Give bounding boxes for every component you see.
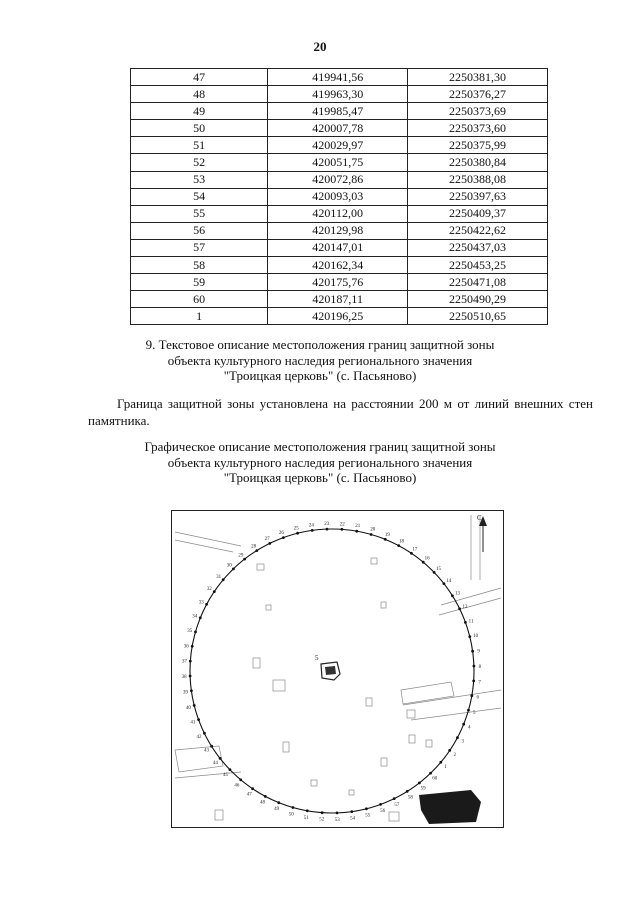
center-point-label: 5	[315, 654, 319, 662]
boundary-vertex-label: 46	[234, 783, 240, 789]
boundary-vertex	[443, 582, 446, 585]
table-row	[131, 257, 548, 274]
boundary-vertex	[243, 558, 246, 561]
boundary-vertex-label: 16	[424, 556, 430, 562]
point-number-cell: 47	[131, 69, 268, 86]
boundary-vertex	[199, 616, 202, 619]
boundary-vertex	[473, 665, 476, 668]
boundary-vertex-label: 49	[274, 807, 280, 813]
boundary-vertex	[210, 745, 213, 748]
boundary-vertex	[393, 797, 396, 800]
boundary-vertex-label: 31	[216, 574, 222, 580]
y-coordinate-cell: 2250388,08	[408, 171, 548, 188]
boundary-vertex	[472, 680, 475, 683]
boundary-vertex-label: 58	[407, 795, 413, 801]
boundary-vertex	[232, 568, 235, 571]
point-number-cell: 59	[131, 274, 268, 291]
y-coordinate-cell: 2250397,63	[408, 188, 548, 205]
boundary-vertex-label: 27	[264, 537, 270, 542]
boundary-vertex	[464, 621, 467, 624]
boundary-vertex	[197, 718, 200, 721]
boundary-vertex	[326, 528, 329, 531]
boundary-vertex-label: 2	[453, 752, 456, 758]
north-label: С	[477, 514, 482, 522]
x-coordinate-cell: 419941,56	[268, 69, 408, 86]
boundary-vertex-label: 47	[246, 792, 252, 798]
graphic-heading-line-3: "Троицкая церковь" (с. Пасьяново)	[223, 470, 417, 486]
boundary-vertex-label: 23	[324, 522, 330, 528]
boundary-vertex	[311, 529, 314, 532]
zone-boundary-map	[171, 510, 504, 828]
boundary-vertex	[365, 807, 368, 810]
y-coordinate-cell: 2250510,65	[408, 308, 548, 325]
boundary-vertex-label: 14	[446, 578, 452, 584]
table-row	[131, 171, 548, 188]
boundary-vertex-label: 29	[238, 553, 244, 559]
paragraph-line-1: Граница защитной зоны установлена на расстоянии 200 м от линий внешних стен	[117, 396, 593, 411]
y-coordinate-cell: 2250381,30	[408, 69, 548, 86]
section-9-heading	[0, 337, 640, 384]
point-number-cell: 53	[131, 171, 268, 188]
x-coordinate-cell: 420051,75	[268, 154, 408, 171]
table-row	[131, 137, 548, 154]
point-number-cell: 50	[131, 120, 268, 137]
boundary-vertex-label: 42	[196, 734, 202, 740]
y-coordinate-cell: 2250422,62	[408, 222, 548, 239]
table-row	[131, 291, 548, 308]
boundary-vertex-label: 7	[478, 680, 481, 686]
boundary-vertex	[451, 594, 454, 597]
boundary-vertex-label: 3	[461, 739, 464, 745]
x-coordinate-cell: 420129,98	[268, 222, 408, 239]
point-number-cell: 52	[131, 154, 268, 171]
boundary-vertex	[296, 532, 299, 535]
boundary-vertex-label: 1	[444, 765, 447, 771]
boundary-vertex-label: 24	[308, 523, 314, 529]
map-frame	[172, 511, 504, 828]
x-coordinate-cell: 420112,00	[268, 205, 408, 222]
boundary-vertex	[189, 675, 192, 678]
protection-zone-paragraph	[88, 395, 593, 429]
boundary-vertex-label: 59	[420, 786, 426, 792]
x-coordinate-cell: 420196,25	[268, 308, 408, 325]
y-coordinate-cell: 2250471,08	[408, 274, 548, 291]
boundary-vertex-label: 34	[192, 614, 198, 620]
boundary-vertex-label: 41	[190, 720, 196, 726]
boundary-vertex	[468, 635, 471, 638]
boundary-vertex	[467, 709, 470, 712]
x-coordinate-cell: 420175,76	[268, 274, 408, 291]
boundary-vertex	[384, 538, 387, 541]
x-coordinate-cell: 420029,97	[268, 137, 408, 154]
table-row	[131, 188, 548, 205]
boundary-vertex	[268, 542, 271, 545]
boundary-vertex	[471, 650, 474, 653]
y-coordinate-cell: 2250373,69	[408, 103, 548, 120]
section-9-line-1: 9. Текстовое описание местоположения границ защитной зоны	[145, 337, 495, 352]
boundary-vertex-label: 18	[399, 539, 404, 545]
boundary-vertex-label: 21	[355, 524, 361, 530]
boundary-vertex-label: 33	[198, 600, 204, 606]
boundary-vertex	[410, 552, 413, 555]
y-coordinate-cell: 2250453,25	[408, 257, 548, 274]
table-row	[131, 222, 548, 239]
boundary-vertex-label: 22	[339, 522, 345, 528]
table-row	[131, 308, 548, 325]
boundary-vertex-label: 19	[384, 532, 390, 538]
table-row	[131, 239, 548, 256]
boundary-vertex-label: 52	[319, 817, 325, 823]
x-coordinate-cell: 420072,86	[268, 171, 408, 188]
x-coordinate-cell: 419985,47	[268, 103, 408, 120]
boundary-vertex	[341, 528, 344, 531]
y-coordinate-cell: 2250409,37	[408, 205, 548, 222]
boundary-vertex-label: 32	[206, 587, 212, 593]
boundary-vertex	[191, 645, 194, 648]
boundary-vertex	[255, 549, 258, 552]
y-coordinate-cell: 2250380,84	[408, 154, 548, 171]
point-number-cell: 58	[131, 257, 268, 274]
boundary-vertex-label: 39	[182, 690, 188, 696]
boundary-vertex	[203, 732, 206, 735]
boundary-vertex-label: 35	[187, 629, 193, 635]
boundary-vertex	[306, 809, 309, 812]
table-row	[131, 103, 548, 120]
paragraph-line-2: памятника.	[88, 413, 150, 428]
boundary-vertex	[439, 761, 442, 764]
boundary-vertex-label: 8	[478, 664, 482, 670]
graphic-heading-line-2: объекта культурного наследия регионального значения	[167, 454, 473, 470]
boundary-vertex-label: 60	[432, 776, 438, 782]
boundary-vertex	[282, 536, 285, 539]
x-coordinate-cell: 420093,03	[268, 188, 408, 205]
boundary-vertex-label: 48	[260, 800, 265, 806]
y-coordinate-cell: 2250373,60	[408, 120, 548, 137]
boundary-vertex	[251, 787, 254, 790]
boundary-vertex	[429, 772, 432, 775]
point-number-cell: 56	[131, 222, 268, 239]
x-coordinate-cell: 420007,78	[268, 120, 408, 137]
boundary-vertex-label: 13	[455, 591, 460, 597]
point-number-cell: 55	[131, 205, 268, 222]
boundary-vertex	[189, 660, 192, 663]
x-coordinate-cell: 420162,34	[268, 257, 408, 274]
boundary-vertex-label: 20	[370, 527, 376, 533]
dark-area-shape	[419, 790, 481, 824]
boundary-vertex-label: 5	[473, 710, 476, 716]
point-number-cell: 1	[131, 308, 268, 325]
boundary-vertex-label: 54	[350, 816, 356, 822]
boundary-vertex	[462, 723, 465, 726]
boundary-vertex	[239, 778, 242, 781]
boundary-vertex-label: 12	[462, 605, 468, 611]
graphic-heading-line-1: Графическое описание местоположения границ защитной зоны	[144, 439, 496, 454]
x-coordinate-cell: 420147,01	[268, 239, 408, 256]
boundary-vertex	[264, 795, 267, 798]
boundary-vertex	[219, 757, 222, 760]
boundary-vertex-label: 4	[467, 725, 471, 731]
y-coordinate-cell: 2250375,99	[408, 137, 548, 154]
point-number-cell: 51	[131, 137, 268, 154]
boundary-vertex	[222, 578, 225, 581]
table-row	[131, 274, 548, 291]
table-row	[131, 154, 548, 171]
boundary-vertex-label: 15	[436, 567, 441, 573]
table-row	[131, 69, 548, 86]
boundary-vertex-label: 11	[468, 619, 474, 625]
y-coordinate-cell: 2250437,03	[408, 239, 548, 256]
boundary-vertex	[213, 590, 216, 593]
point-number-cell: 60	[131, 291, 268, 308]
table-row	[131, 86, 548, 103]
boundary-vertex-label: 56	[380, 809, 386, 815]
point-number-cell: 57	[131, 239, 268, 256]
boundary-vertex-label: 51	[303, 815, 309, 821]
boundary-vertex	[194, 631, 197, 634]
table-row	[131, 205, 548, 222]
boundary-vertex	[418, 782, 421, 785]
boundary-vertex	[336, 812, 339, 815]
boundary-vertex	[321, 811, 324, 814]
boundary-vertex-label: 9	[477, 649, 480, 655]
boundary-vertex	[448, 749, 451, 752]
boundary-vertex	[397, 544, 400, 547]
boundary-vertex	[406, 790, 409, 793]
point-number-cell: 48	[131, 86, 268, 103]
graphic-description-heading	[0, 439, 640, 486]
boundary-vertex-label: 6	[476, 695, 480, 701]
boundary-vertex-label: 28	[251, 544, 257, 550]
boundary-vertex	[350, 810, 353, 813]
boundary-vertex-label: 55	[365, 813, 371, 819]
boundary-vertex-label: 36	[183, 644, 189, 650]
y-coordinate-cell: 2250490,29	[408, 291, 548, 308]
boundary-vertex-label: 50	[288, 812, 294, 818]
boundary-vertex-label: 57	[394, 803, 400, 808]
church-fill	[325, 666, 336, 675]
boundary-vertex	[229, 768, 232, 771]
boundary-vertex-label: 53	[334, 817, 340, 823]
x-coordinate-cell: 420187,11	[268, 291, 408, 308]
section-9-line-2: объекта культурного наследия регионального значения	[167, 352, 473, 368]
boundary-vertex-label: 25	[293, 526, 299, 532]
section-9-line-3: "Троицкая церковь" (с. Пасьяново)	[223, 368, 417, 384]
boundary-vertex	[458, 607, 461, 610]
coordinates-table	[130, 68, 548, 325]
boundary-vertex	[355, 530, 358, 533]
boundary-vertex-label: 40	[185, 705, 191, 711]
boundary-vertex-label: 30	[226, 563, 232, 569]
point-number-cell: 54	[131, 188, 268, 205]
point-number-cell: 49	[131, 103, 268, 120]
boundary-vertex-label: 43	[204, 748, 209, 754]
boundary-vertex	[470, 694, 473, 697]
boundary-vertex-label: 38	[181, 675, 187, 681]
boundary-vertex	[205, 603, 208, 606]
boundary-vertex-label: 45	[223, 772, 228, 778]
y-coordinate-cell: 2250376,27	[408, 86, 548, 103]
boundary-vertex-label: 44	[212, 761, 218, 767]
boundary-vertex-label: 10	[473, 634, 479, 640]
boundary-vertex-label: 37	[181, 659, 187, 665]
boundary-vertex	[292, 806, 295, 809]
boundary-vertex	[190, 689, 193, 692]
boundary-vertex	[379, 803, 382, 806]
boundary-vertex	[277, 801, 280, 804]
table-row	[131, 120, 548, 137]
boundary-vertex-label: 17	[412, 547, 418, 553]
boundary-vertex	[456, 736, 459, 739]
x-coordinate-cell: 419963,30	[268, 86, 408, 103]
boundary-vertex	[370, 533, 373, 536]
boundary-vertex	[193, 704, 196, 707]
page-number: 20	[313, 39, 327, 54]
boundary-vertex-label: 26	[278, 530, 284, 536]
